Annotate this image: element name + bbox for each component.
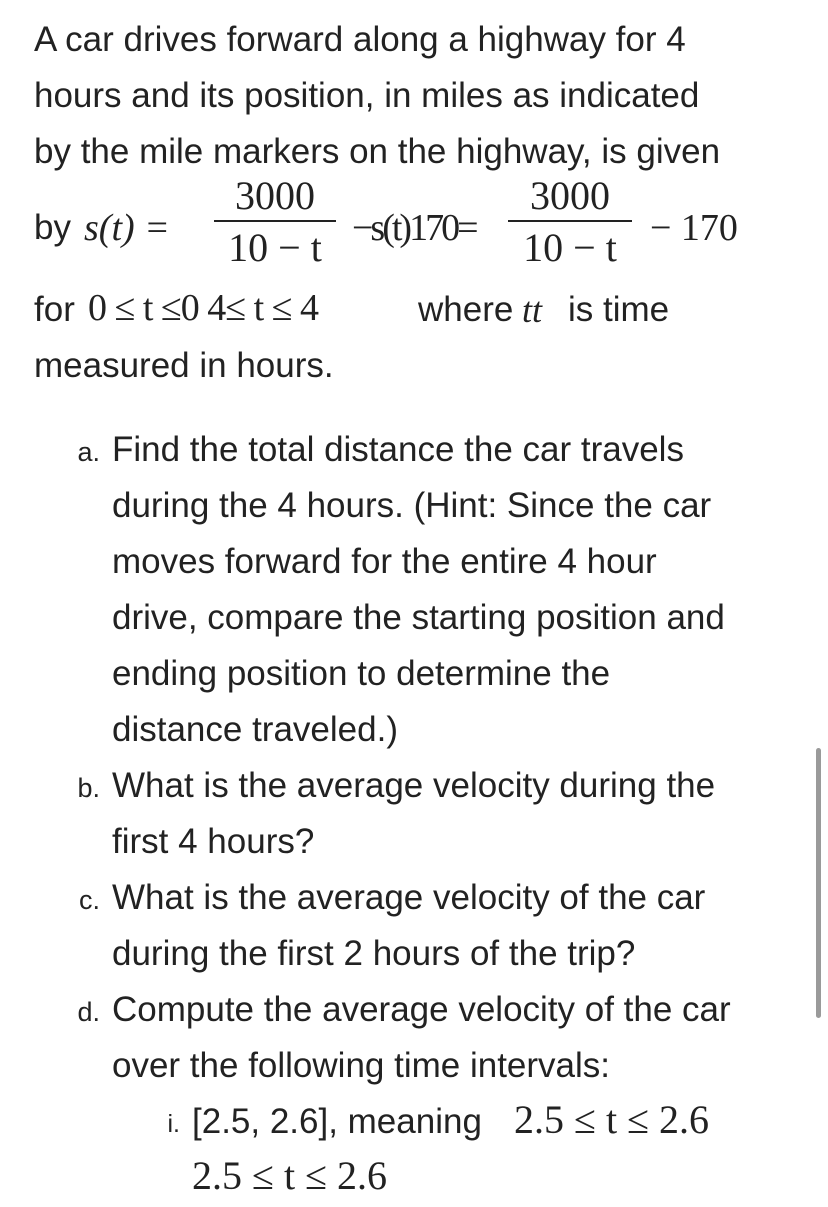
question-c-marker: c.: [78, 885, 100, 915]
formula-lhs: s(t) =: [84, 207, 170, 249]
fraction-1-numerator: 3000: [235, 173, 315, 218]
question-a-line-1: Find the total distance the car travels: [112, 430, 684, 469]
range-garbled-math: 0 ≤ t ≤0 4≤ t ≤ 4: [88, 287, 319, 329]
tt-variable: tt: [522, 290, 543, 330]
question-b-line-1: What is the average velocity during the: [112, 766, 716, 805]
question-d-line-1: Compute the average velocity of the car: [112, 990, 731, 1029]
fraction-1-bar: [214, 220, 336, 222]
question-a-line-4: drive, compare the starting position and: [112, 598, 725, 637]
fraction-2-numerator: 3000: [530, 173, 610, 218]
is-time-text: is time: [568, 290, 670, 329]
question-b-line-2: first 4 hours?: [112, 822, 315, 861]
garbled-formula-text: −s(t)170=: [352, 207, 476, 249]
intro-line-6: measured in hours.: [34, 346, 334, 385]
question-a-line-3: moves forward for the entire 4 hour: [112, 542, 657, 581]
subitem-i-text: [2.5, 2.6], meaning: [192, 1102, 482, 1141]
intro-line-3: by the mile markers on the highway, is given: [34, 132, 721, 171]
subitem-i-marker: i.: [167, 1110, 180, 1138]
question-c-line-2: during the first 2 hours of the trip?: [112, 934, 636, 973]
question-b-marker: b.: [77, 773, 100, 803]
where-word: where: [418, 290, 514, 329]
question-a-line-6: distance traveled.): [112, 710, 398, 749]
by-word: by: [34, 208, 71, 247]
fraction-1-denominator: 10 − t: [228, 225, 322, 270]
vertical-scrollbar[interactable]: [816, 748, 821, 1018]
formula-minus-170: − 170: [650, 207, 738, 249]
question-d-line-2: over the following time intervals:: [112, 1046, 610, 1085]
question-a-line-2: during the 4 hours. (Hint: Since the car: [112, 486, 712, 525]
intro-line-2: hours and its position, in miles as indicated: [34, 76, 700, 115]
fraction-2-bar: [508, 220, 632, 222]
formula-fraction-2: [508, 174, 632, 270]
fraction-2-denominator: 10 − t: [523, 225, 617, 270]
question-a-marker: a.: [77, 437, 100, 467]
formula-fraction-1: [214, 174, 336, 270]
for-word: for: [34, 290, 75, 329]
question-c-line-1: What is the average velocity of the car: [112, 878, 706, 917]
subitem-i-math-repeat: 2.5 ≤ t ≤ 2.6: [192, 1153, 388, 1198]
intro-line-1: A car drives forward along a highway for 4: [34, 20, 686, 59]
question-d-marker: d.: [77, 997, 100, 1027]
question-a-line-5: ending position to determine the: [112, 654, 611, 693]
subitem-i-math: 2.5 ≤ t ≤ 2.6: [514, 1097, 710, 1142]
